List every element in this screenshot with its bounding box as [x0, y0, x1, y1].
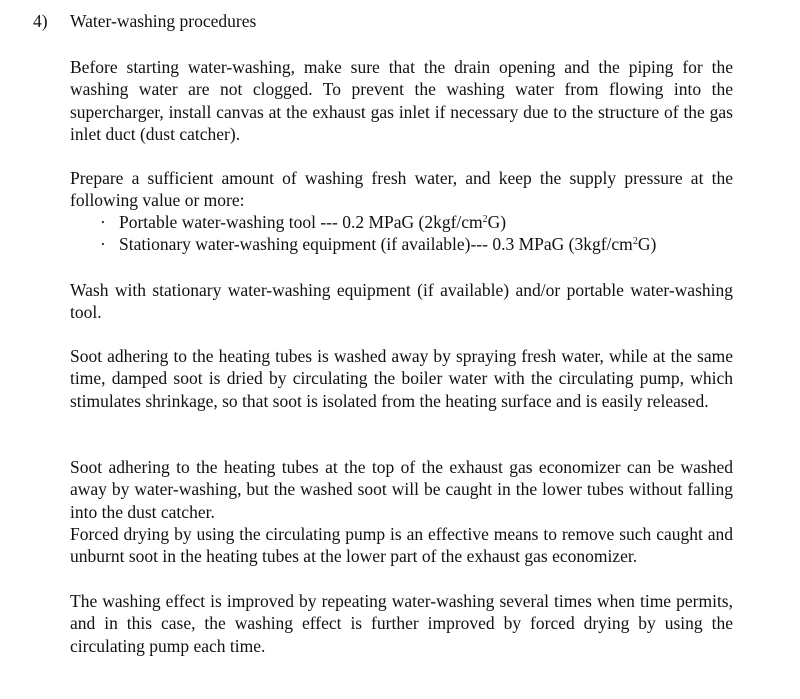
list-item-suffix: G): [637, 234, 657, 255]
section-title: Water-washing procedures: [70, 11, 257, 31]
paragraph-forced-drying: Forced drying by using the circulating pump is an effective means to remove such caught and unburnt soot in the heating tubes at the lower part of the exhaust gas economizer.: [70, 524, 733, 567]
superscript: 2: [632, 236, 638, 248]
paragraph-preparation: Before starting water-washing, make sure that the drain opening and the piping for the washing water are not clogged. To prevent the washing water from flowing into the supercharger, install canvas at the exhaust gas inlet if necessary due to the structure of the gas inlet duct (dust catcher).: [70, 57, 733, 145]
paragraph-top-tubes: Soot adhering to the heating tubes at the top of the exhaust gas economizer can be washed away by water-washing, but the washed soot will be caught in the lower tubes without falling into the dust catcher.: [70, 457, 733, 522]
paragraph-water-supply: Prepare a sufficient amount of washing fresh water, and keep the supply pressure at the following value or more:: [70, 168, 733, 211]
superscript: 2: [482, 214, 488, 225]
list-item-stationary-equipment: [98, 233, 656, 255]
list-item-portable-tool: [98, 211, 656, 233]
bullet-marker: ·: [100, 234, 106, 255]
section-heading: [33, 10, 256, 32]
paragraph-wash-method: Wash with stationary water-washing equipment (if available) and/or portable water-washing tool.: [70, 280, 733, 323]
list-item-text: Portable water-washing tool --- 0.2 MPaG (2kgf/cm: [119, 212, 483, 232]
paragraph-repeat-washing: The washing effect is improved by repeating water-washing several times when time permits, and in this case, the washing effect is further improved by forced drying by using the circulating pump each time.: [70, 591, 733, 656]
bullet-marker: ·: [100, 212, 106, 232]
section-number: 4): [33, 11, 48, 31]
pressure-list: [98, 211, 656, 256]
list-item-text: Stationary water-washing equipment (if available)--- 0.3 MPaG (3kgf/cm: [119, 234, 633, 255]
list-item-suffix: G): [487, 212, 507, 232]
paragraph-soot-removal: Soot adhering to the heating tubes is washed away by spraying fresh water, while at the same time, damped soot is dried by circulating the boiler water with the circulating pump, which stimulates shrinkage, so that soot is isolated from the heating surface and is easily released.: [70, 346, 733, 411]
